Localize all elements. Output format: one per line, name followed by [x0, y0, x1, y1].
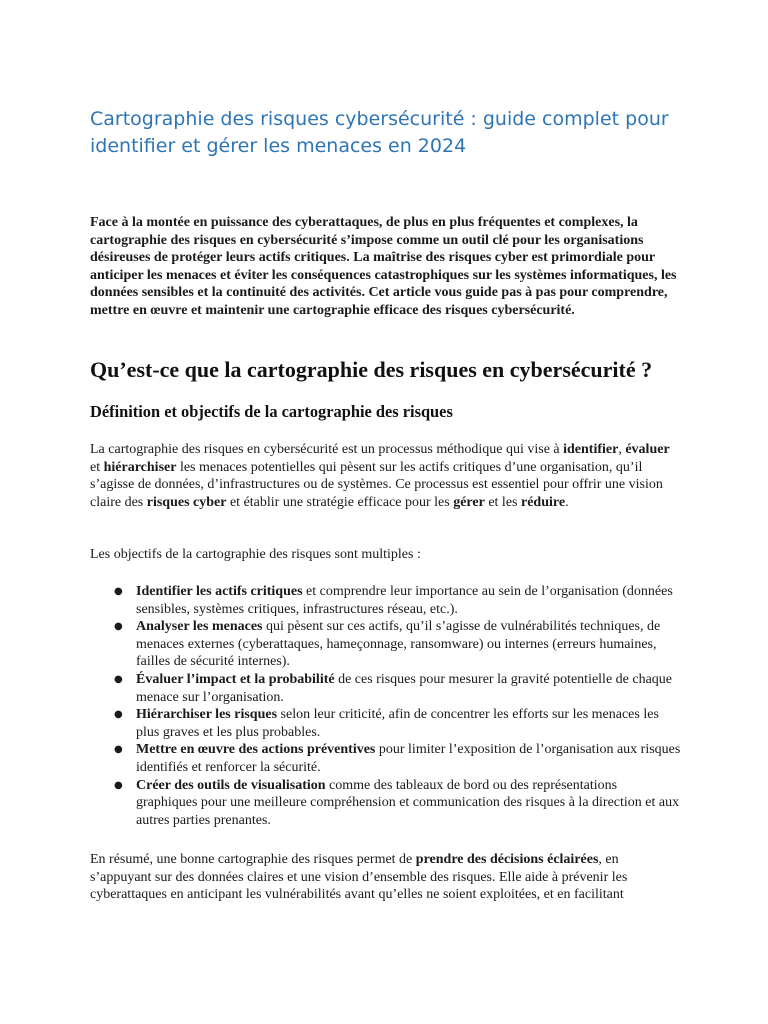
text-run: .: [565, 494, 569, 510]
text-run: les menaces potentielles qui pèsent sur les actifs critiques d’une organisation, qu’il s’agisse de données, d’infrastructures ou de systèmes. Ce processus est essentiel pour offrir une vision claire des: [90, 459, 663, 510]
text-run: ,: [618, 442, 626, 457]
bold-term-evaluer: évaluer: [625, 442, 670, 457]
list-item: [90, 671, 682, 706]
bullet-icon: ●: [114, 621, 123, 633]
text-run: et les: [484, 494, 521, 510]
list-item: [90, 741, 682, 776]
text-run: En résumé, une bonne cartographie des risques permet de: [90, 852, 416, 867]
list-item-bold: Créer des outils de visualisation: [136, 777, 326, 793]
list-item-text: selon leur criticité, afin de concentrer les efforts sur les menaces les plus graves et les plus probables.: [136, 707, 659, 740]
text-run: et établir une stratégie efficace pour les: [226, 494, 454, 510]
bold-term-gerer: gérer: [453, 494, 485, 510]
bold-term-decisions: prendre des décisions éclairées: [415, 852, 599, 867]
list-item-bold: Évaluer l’impact et la probabilité: [136, 671, 335, 687]
bullet-icon: ●: [114, 709, 123, 721]
text-run: , en s’appuyant sur des données claires et une vision d’ensemble des risques. Elle aide à prévenir les cyberattaques en anticipant les vulnérabilités avant qu’elles ne soient exploitées, et en facilitant: [90, 852, 628, 903]
list-item-text: et comprendre leur importance au sein de l’organisation (données sensibles, systèmes critiques, infrastructures réseau, etc.).: [136, 584, 673, 617]
text-run: et: [90, 459, 104, 475]
text-run: La cartographie des risques en cybersécurité est un processus méthodique qui vise à: [90, 442, 564, 457]
list-item-text: pour limiter l’exposition de l’organisation aux risques identifiés et renforcer la sécurité.: [136, 742, 681, 775]
list-item-text: de ces risques pour mesurer la gravité potentielle de chaque menace sur l’organisation.: [136, 671, 673, 705]
objectives-intro: Les objectifs de la cartographie des risques sont multiples :: [90, 547, 421, 562]
bullet-icon: ●: [114, 673, 123, 685]
list-item: [90, 706, 682, 741]
document-title: Cartographie des risques cybersécurité : guide complet pour identifier et gérer les menaces en 2024: [90, 108, 669, 157]
section-heading: Qu’est-ce que la cartographie des risques en cybersécurité ?: [90, 357, 653, 382]
intro-paragraph: Face à la montée en puissance des cyberattaques, de plus en plus fréquentes et complexes, la cartographie des risques en cybersécurité s’impose comme un outil clé pour les organisations désireuses de protéger leurs actifs critiques. La maîtrise des risques cyber est primordiale pour anticiper les menaces et éviter les conséquences catastrophiques sur les systèmes informatiques, les données sensibles et la continuité des activités. Cet article vous guide pas à pas pour comprendre, mettre en œuvre et maintenir une cartographie efficace des risques cybersécurité.: [90, 215, 677, 318]
bullet-icon: ●: [114, 586, 123, 597]
list-item-bold: Analyser les menaces: [136, 619, 263, 635]
summary-paragraph: [90, 851, 682, 904]
subsection-heading: Définition et objectifs de la cartographie des risques: [90, 402, 453, 421]
list-item: [90, 618, 682, 671]
list-item-bold: Identifier les actifs critiques: [136, 584, 303, 599]
objectives-list: [90, 583, 682, 829]
bold-term-risques-cyber: risques cyber: [146, 494, 227, 510]
bold-term-reduire: réduire: [520, 494, 566, 510]
list-item-text: qui pèsent sur ces actifs, qu’il s’agisse de vulnérabilités techniques, de menaces externes (cyberattaques, hameçonnage, ransomware) ou internes (erreurs humaines, failles de sécurité internes).: [136, 619, 661, 670]
bold-term-identifier: identifier: [563, 442, 619, 457]
list-item: [90, 777, 682, 830]
bullet-icon: ●: [114, 744, 123, 756]
definition-paragraph: [90, 441, 682, 511]
list-item-bold: Mettre en œuvre des actions préventives: [136, 742, 376, 758]
list-item: [90, 583, 682, 618]
list-item-text: comme des tableaux de bord ou des représentations graphiques pour une meilleure compréhension et communication des risques à la direction et aux autres parties prenantes.: [136, 777, 680, 828]
bold-term-hierarchiser: hiérarchiser: [103, 459, 177, 475]
list-item-bold: Hiérarchiser les risques: [136, 707, 278, 723]
bullet-icon: ●: [114, 779, 123, 791]
